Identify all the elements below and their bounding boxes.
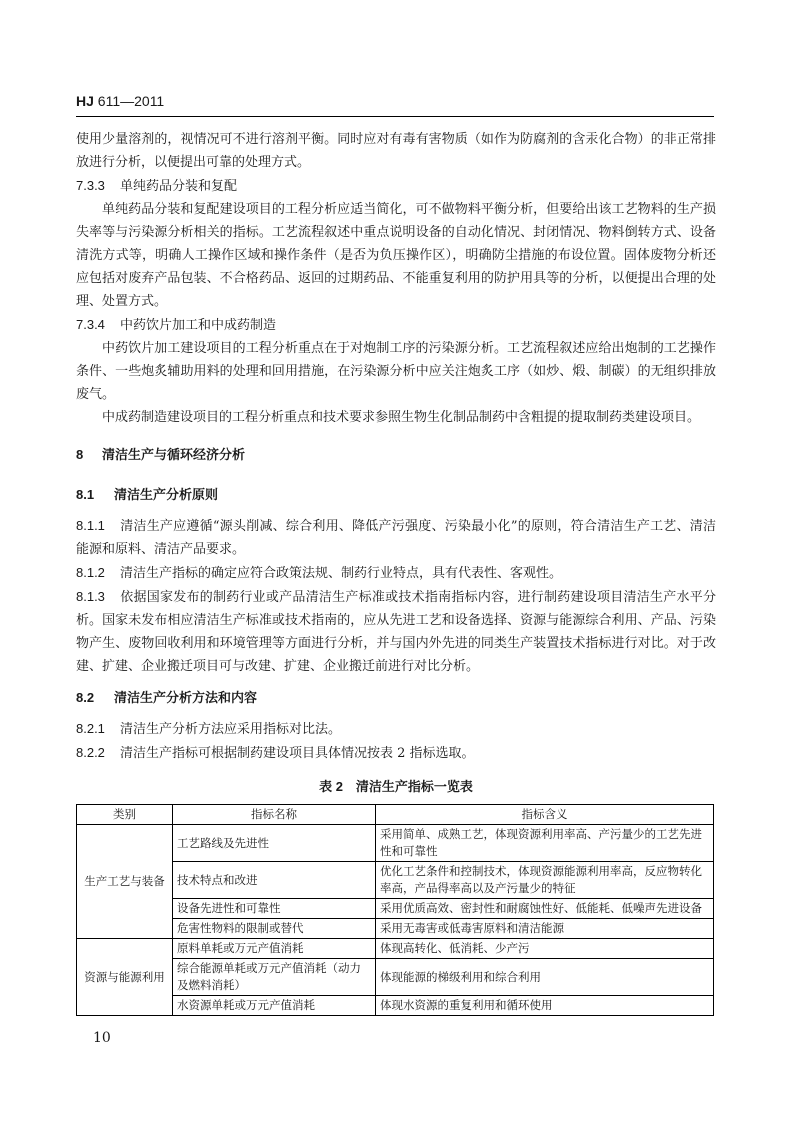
table-row <box>77 959 714 996</box>
table-indicator-meaning: 体现能源的梯级利用和综合利用 <box>376 959 714 996</box>
section-7-3-3-paragraph: 单纯药品分装和复配建设项目的工程分析应适当简化，可不做物料平衡分析，但要给出该工艺物料的生产损失率等与污染源分析相关的指标。工艺流程叙述中重点说明设备的自动化情况、封闭情况、物料倒转方式、设备清洗方式等，明确人工操作区域和操作条件（是否为负压操作区），明确防尘措施的布设位置。固体废物分析还应包括对废弃产品包装、不合格药品、返回的过期药品、不能重复利用的防护用具等的分析，以便提出合理的处理、处置方式。 <box>76 202 716 309</box>
table-indicator-name: 水资源单耗或万元产值消耗 <box>173 996 376 1016</box>
table-row <box>77 825 714 862</box>
table-row <box>77 939 714 959</box>
table-indicator-name: 危害性物料的限制或替代 <box>173 919 376 939</box>
table-header-row <box>77 805 714 825</box>
table-header-category: 类别 <box>77 805 173 825</box>
clause-8-1-3: 8.1.3 依据国家发布的制药行业或产品清洁生产标准或技术指南指标内容，进行制药建设项目清洁生产水平分析。国家未发布相应清洁生产标准或技术指南的，应从先进工艺和设备选择、资源与能源综合利用、产品、污染物产生、废物回收利用和环境管理等方面进行分析，并与国内外先进的同类生产装置技术指标进行对比。对于改建、扩建、企业搬迁项目可与改建、扩建、企业搬迁前进行对比分析。 <box>76 589 716 674</box>
section-8-2-heading: 8.2 清洁生产分析方法和内容 <box>76 690 258 705</box>
table-indicator-meaning: 优化工艺条件和控制技术，体现资源能源利用率高，反应物转化率高，产品得率高以及产污量少的特征 <box>376 862 714 899</box>
table-indicator-name: 综合能源单耗或万元产值消耗（动力及燃料消耗） <box>173 959 376 996</box>
document-body <box>76 128 716 1016</box>
standard-number: 611—2011 <box>97 93 165 109</box>
table-indicator-meaning: 采用无毒害或低毒害原料和清洁能源 <box>376 919 714 939</box>
table-indicator-name: 工艺路线及先进性 <box>173 825 376 862</box>
table-category-cell: 资源与能源利用 <box>77 939 173 1016</box>
table-header-indicator-name: 指标名称 <box>173 805 376 825</box>
clean-production-indicator-table <box>76 804 714 1016</box>
table-caption: 表 2 清洁生产指标一览表 <box>319 779 473 794</box>
table-category-cell: 生产工艺与装备 <box>77 825 173 939</box>
section-7-3-4-paragraph-1: 中药饮片加工建设项目的工程分析重点在于对炮制工序的污染源分析。工艺流程叙述应给出炮制的工艺操作条件、一些炮炙辅助用料的处理和回用措施，在污染源分析中应关注炮炙工序（如炒、煅、制碳）的无组织排放废气。 <box>76 341 716 402</box>
table-indicator-meaning: 采用简单、成熟工艺，体现资源利用率高、产污量少的工艺先进性和可靠性 <box>376 825 714 862</box>
table-row <box>77 899 714 919</box>
table-row <box>77 919 714 939</box>
table-row <box>77 996 714 1016</box>
clause-8-2-2: 8.2.2 清洁生产指标可根据制药建设项目具体情况按表 2 指标选取。 <box>76 745 475 761</box>
table-header-indicator-meaning: 指标含义 <box>376 805 714 825</box>
header-rule <box>76 116 714 117</box>
table-indicator-name: 技术特点和改进 <box>173 862 376 899</box>
intro-paragraph: 使用少量溶剂的，视情况可不进行溶剂平衡。同时应对有毒有害物质（如作为防腐剂的含汞化合物）的非正常排放进行分析，以便提出可靠的处理方式。 <box>76 132 716 170</box>
table-indicator-name: 设备先进性和可靠性 <box>173 899 376 919</box>
standard-code <box>76 93 164 109</box>
table-indicator-meaning: 采用优质高效、密封性和耐腐蚀性好、低能耗、低噪声先进设备 <box>376 899 714 919</box>
page-number: 10 <box>93 1030 111 1046</box>
table-indicator-meaning: 体现水资源的重复利用和循环使用 <box>376 996 714 1016</box>
clause-8-2-1: 8.2.1 清洁生产分析方法应采用指标对比法。 <box>76 721 342 737</box>
table-row <box>77 862 714 899</box>
clause-8-1-1: 8.1.1 清洁生产应遵循“源头削减、综合利用、降低产污强度、污染最小化”的原则，符合清洁生产工艺、清洁能源和原料、清洁产品要求。 <box>76 518 716 557</box>
section-7-3-4-paragraph-2: 中成药制造建设项目的工程分析重点和技术要求参照生物生化制品制药中含粗提的提取制药类建设项目。 <box>102 410 701 425</box>
section-8-heading: 8 清洁生产与循环经济分析 <box>76 447 246 462</box>
table-indicator-meaning: 体现高转化、低消耗、少产污 <box>376 939 714 959</box>
standard-prefix: HJ <box>76 93 94 109</box>
section-7-3-4-heading: 7.3.4 中药饮片加工和中成药制造 <box>76 317 277 333</box>
clause-8-1-2: 8.1.2 清洁生产指标的确定应符合政策法规、制药行业特点，具有代表性、客观性。 <box>76 565 563 581</box>
table-indicator-name: 原料单耗或万元产值消耗 <box>173 939 376 959</box>
section-7-3-3-heading: 7.3.3 单纯药品分装和复配 <box>76 178 238 194</box>
section-8-1-heading: 8.1 清洁生产分析原则 <box>76 487 219 502</box>
